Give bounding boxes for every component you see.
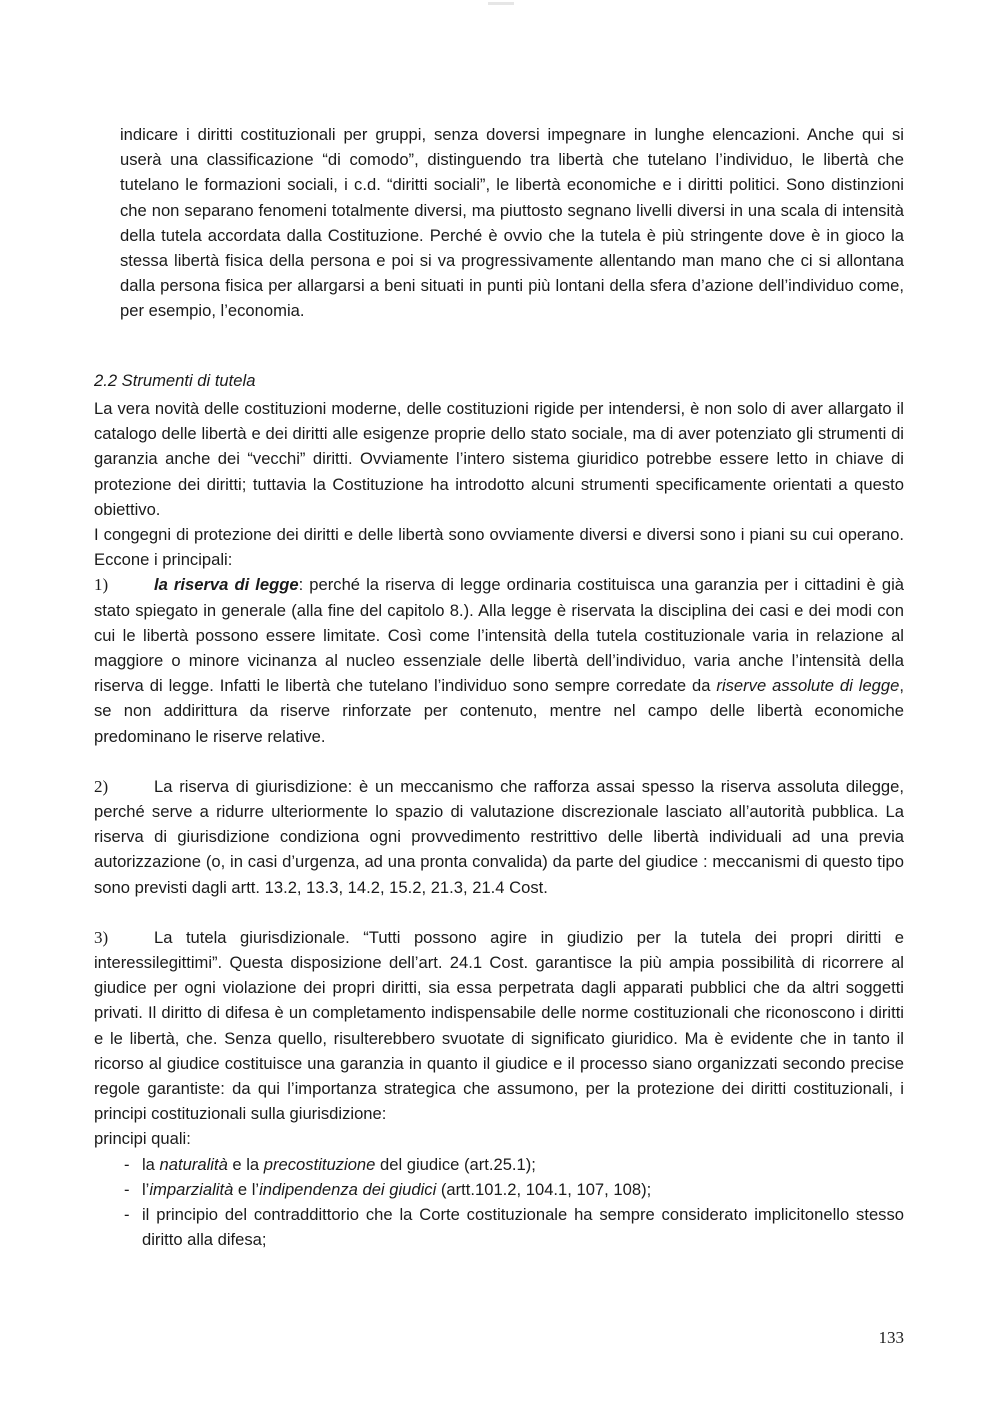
item-text: , se non addirittura da riserve rinforzate per contenuto, mentre nel campo delle libertà economiche predominano le riserve relative. [94, 676, 904, 746]
intro-paragraph: indicare i diritti costituzionali per gruppi, senza doversi impegnare in lunghe elencazioni. Anche qui si userà una classificazione “di comodo”, distinguendo tra libertà che tutelano l’individuo, le libertà che tutelano le formazioni sociali, i c.d. “diritti sociali”, le libertà economiche e i diritti politici. Sono distinzioni che non separano fenomeni totalmente diversi, ma piuttosto segnano livelli diversi in una scala di intensità della tutela accordata dalla Costituzione. Perché è ovvio che la tutela è più stringente dove è in gioco la stessa libertà fisica della persona e poi si va progressivamente allentando man mano che ci si allontana dalla persona fisica per allargarsi a beni situati in punti più lontani della sfera d’azione dell’individuo come, per esempio, l’economia. [120, 125, 904, 321]
item-title: la riserva di legge [154, 575, 299, 595]
item-text: La riserva di giurisdizione: è un meccanismo che rafforza assai spesso la riserva assoluta dilegge, perché serve a ridurre ulteriormente lo spazio di valutazione discrezionale lasciato all’autorità pubblica. La riserva di giurisdizione condiziona ogni provvedimento restrittivo delle libertà individuali ad una previa autorizzazione (o, in casi d’urgenza, ad una pronta convalida) da parte del giudice : meccanismi di questo tipo sono previsti dagli artt. 13.2, 13.3, 14.2, 15.2, 21.3, 21.4 Cost. [94, 776, 904, 897]
principles-intro: principi quali: [94, 1129, 191, 1149]
paragraph: La vera novità delle costituzioni moderne, delle costituzioni rigide per intendersi, è non solo di aver allargato il catalogo delle libertà e dei diritti alle esigenze proprie dello stato sociale, ma di aver potenziato gli strumenti di garanzia anche dei “vecchi” diritti. Ovviamente l’intero sistema giuridico potrebbe essere letto in chiave di protezione dei diritti; tuttavia la Costituzione ha introdotto alcuni strumenti specificamente orientati a questo obiettivo. [94, 399, 904, 519]
section-heading: 2.2 Strumenti di tutela [94, 371, 256, 390]
dash-marker: - [124, 1205, 130, 1225]
list-item-3 [94, 925, 904, 1127]
principles-list [94, 1152, 904, 1253]
item-number: 2) [94, 776, 109, 796]
principle-item: - l’imparzialità e l’indipendenza dei giudici (artt.101.2, 104.1, 107, 108); [94, 1177, 904, 1202]
list-item-1 [94, 572, 904, 748]
principle-item: - la naturalità e la precostituzione del giudice (art.25.1); [94, 1152, 904, 1177]
page-number: 133 [878, 1328, 904, 1347]
item-number: 1) [94, 575, 109, 595]
item-text: La tutela giurisdizionale. “Tutti possono agire in giudizio per la tutela dei propri diritti e interessilegittimi”. Questa disposizione dell’art. 24.1 Cost. garantisce la più ampia possibilità di ricorrere al giudice per ogni violazione dei propri diritti, sia essa perpetrata dagli apparati pubblici che da altri soggetti privati. Il diritto di difesa è un completamento indispensabile delle norme costituzionali che riconoscono i diritti e le libertà, che. Senza quello, risulterebbero svuotate di significato giuridico. Ma è evidente che in tanto il ricorso al giudice costituisce una garanzia in quanto il giudice e il processo siano organizzati secondo precise regole garantiste: da qui l’importanza strategica che assumono, per la protezione dei diritti costituzionali, i principi costituzionali sulla giurisdizione: [94, 927, 904, 1124]
item-emphasis: riserve assolute di legge [716, 676, 900, 696]
paragraph: I congegni di protezione dei diritti e delle libertà sono ovviamente diversi e diversi sono i piani su cui operano. Eccone i principali: [94, 525, 904, 570]
principle-item: - il principio del contraddittorio che la Corte costituzionale ha sempre considerato implicitonello stesso diritto alla difesa; [94, 1202, 904, 1252]
header-mark [488, 2, 514, 5]
list-item-2 [94, 774, 904, 900]
item-text: : perché la riserva di legge ordinaria costituisca una garanzia per i cittadini è già stato spiegato in generale (alla fine del capitolo 8.). Alla legge è riservata la disciplina dei casi e dei modi con cui le libertà possono essere limitate. Così come l’intensità della tutela costituzionale varia in relazione al maggiore o minore vicinanza al nucleo essenziale delle libertà dell’individuo, varia anche l’intensità della riserva di legge. Infatti le libertà che tutelano l’individuo sono sempre corredate da [94, 575, 904, 696]
dash-marker: - [124, 1179, 130, 1199]
item-number: 3) [94, 927, 109, 947]
dash-marker: - [124, 1154, 130, 1174]
section-body [94, 396, 904, 1253]
